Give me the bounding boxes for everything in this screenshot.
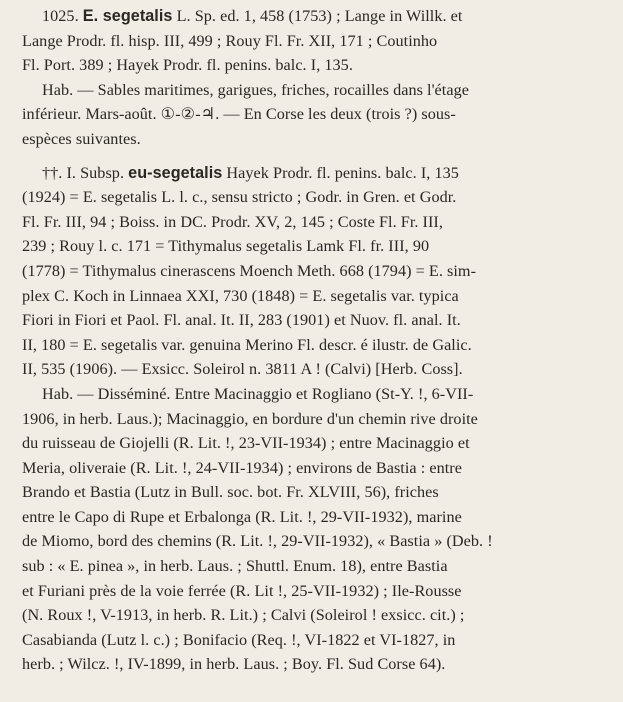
habitat-line: du ruisseau de Giojelli (R. Lit. !, 23-VII-1934) ; entre Macinaggio et [22,434,470,453]
habitat-line: herb. ; Wilcz. !, IV-1899, in herb. Laus. ; Boy. Fl. Sud Corse 64). [22,655,446,674]
subspecies-line: II, 180 = E. segetalis var. genuina Merino Fl. descr. é ilustr. de Galic. [22,335,472,354]
habitat-line: Meria, oliveraie (R. Lit. !, 24-VII-1934) ; environs de Bastia : entre [22,458,462,477]
habitat-line: Casabianda (Lutz l. c.) ; Bonifacio (Req. !, VI-1822 et VI-1827, in [22,630,456,649]
entry-line [22,4,611,29]
subspecies-line: 239 ; Rouy l. c. 171 = Tithymalus segetalis Lamk Fl. fr. III, 90 [22,237,430,256]
subspecies-entry [22,161,611,382]
subspecies-citation: Hayek Prodr. fl. penins. balc. I, 135 [222,163,459,182]
habitat-line: entre le Capo di Rupe et Erbalonga (R. Lit. !, 29-VII-1932), marine [22,507,462,526]
subspecies-mark: ††. I. Subsp. [42,163,125,182]
subspecies-line: Fl. Fr. III, 94 ; Boiss. in DC. Prodr. XV, 2, 145 ; Coste Fl. Fr. III, [22,212,443,231]
species-entry [22,4,611,78]
habitat-line: et Furiani près de la voie ferrée (R. Lit !, 25-VII-1932) ; Ile-Rousse [22,581,462,600]
habitat-line: Hab. — Disséminé. Entre Macinaggio et Rogliano (St-Y. !, 6-VII- [42,384,474,403]
habitat-paragraph [22,78,611,152]
entry-number: 1025. [42,7,79,25]
subspecies-line: II, 535 (1906). — Exsicc. Soleirol n. 3811 A ! (Calvi) [Herb. Coss]. [22,360,463,379]
species-name: E. segetalis [82,7,173,25]
subspecies-line [22,161,611,186]
subspecies-line: plex C. Koch in Linnaea XXI, 730 (1848) = E. segetalis var. typica [22,286,459,305]
habitat-line: de Miomo, bord des chemins (R. Lit. !, 29-VII-1932), « Bastia » (Deb. ! [22,532,493,551]
habitat-line: (N. Roux !, V-1913, in herb. R. Lit.) ; Calvi (Soleirol ! exsicc. cit.) ; [22,606,465,625]
subspecies-line: (1924) = E. segetalis L. l. c., sensu stricto ; Godr. in Gren. et Godr. [22,188,457,207]
entry-citation: L. Sp. ed. 1, 458 (1753) ; Lange in Willk. et [176,7,463,25]
subspecies-line: Fiori in Fiori et Paol. Fl. anal. It. II, 283 (1901) et Nuov. fl. anal. It. [22,311,461,330]
entry-line: Fl. Port. 389 ; Hayek Prodr. fl. penins. balc. I, 135. [22,56,353,75]
habitat-paragraph [22,382,611,677]
entry-line: Lange Prodr. fl. hisp. III, 499 ; Rouy Fl. Fr. XII, 171 ; Coutinho [22,31,438,50]
subspecies-name: eu-segetalis [128,163,223,182]
habitat-line: inférieur. Mars-août. ①-②-♃. — En Corse les deux (trois ?) sous- [22,105,456,124]
habitat-line: Brando et Bastia (Lutz in Bull. soc. bot. Fr. XLVIII, 56), friches [22,483,439,502]
habitat-line: Hab. — Sables maritimes, garigues, friches, rocailles dans l'étage [42,80,469,99]
habitat-line: 1906, in herb. Laus.); Macinaggio, en bordure d'un chemin rive droite [22,409,478,428]
paragraph-gap [22,152,611,161]
habitat-line: sub : « E. pinea », in herb. Laus. ; Shuttl. Enum. 18), entre Bastia [22,557,448,576]
habitat-line: espèces suivantes. [22,129,141,148]
subspecies-line: (1778) = Tithymalus cinerascens Moench Meth. 668 (1794) = E. sim- [22,261,477,280]
